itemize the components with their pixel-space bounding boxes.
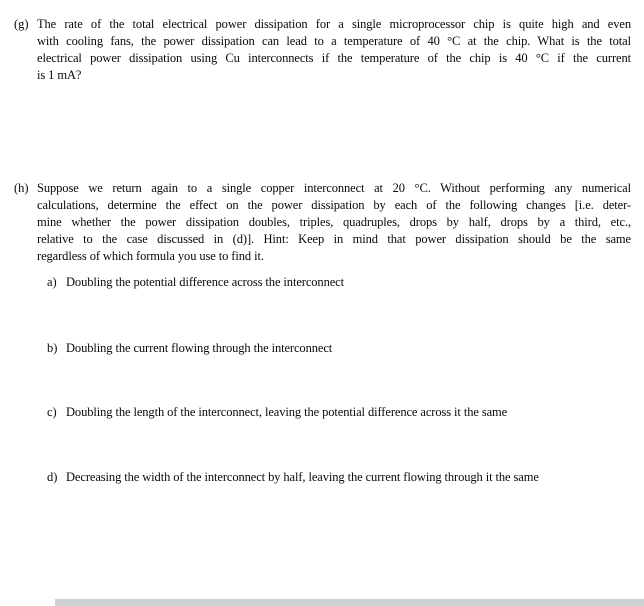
problem-h-text	[37, 180, 631, 265]
problem-g-label: (g)	[14, 17, 29, 31]
problem-h-line-5: regardless of which formula you use to find it.	[37, 249, 264, 263]
bottom-edge-bar	[55, 599, 644, 606]
problem-g-line-1: The rate of the total electrical power dissipation for a single microprocessor chip is quite high and even	[37, 17, 631, 31]
subitem-b	[47, 340, 632, 357]
problem-h-line-2: calculations, determine the effect on the power dissipation by each of the following changes [i.e. deter-	[37, 198, 631, 212]
subitem-a-text: Doubling the potential difference across the interconnect	[66, 275, 344, 289]
subitem-c	[47, 404, 632, 421]
problem-g-line-4: is 1 mA?	[37, 68, 82, 82]
subitem-a-label: a)	[47, 275, 57, 289]
problem-g-line-3: electrical power dissipation using Cu interconnects if the temperature of the chip is 40 °C if the current	[37, 51, 631, 65]
subitem-c-text: Doubling the length of the interconnect, leaving the potential difference across it the same	[66, 405, 508, 419]
subitem-b-label: b)	[47, 341, 58, 355]
problem-h-label: (h)	[14, 181, 29, 195]
problem-g-line-2: with cooling fans, the power dissipation can lead to a temperature of 40 °C at the chip. What is the total	[37, 34, 631, 48]
subitem-c-label: c)	[47, 405, 57, 419]
subitem-d-label: d)	[47, 470, 58, 484]
subitem-a	[47, 274, 632, 291]
problem-h-line-1: Suppose we return again to a single copper interconnect at 20 °C. Without performing any numerical	[37, 181, 631, 195]
problem-g	[14, 16, 631, 84]
problem-h-line-4: relative to the case discussed in (d)]. Hint: Keep in mind that power dissipation should be the same	[37, 232, 631, 246]
subitem-d-text: Decreasing the width of the interconnect by half, leaving the current flowing through it the same	[66, 470, 539, 484]
problem-h-line-3: mine whether the power dissipation doubles, triples, quadruples, drops by half, drops by a third, etc.,	[37, 215, 631, 229]
problem-h	[14, 180, 631, 265]
problem-g-text	[37, 16, 631, 84]
subitem-b-text: Doubling the current flowing through the interconnect	[66, 341, 333, 355]
subitem-d	[47, 469, 632, 486]
